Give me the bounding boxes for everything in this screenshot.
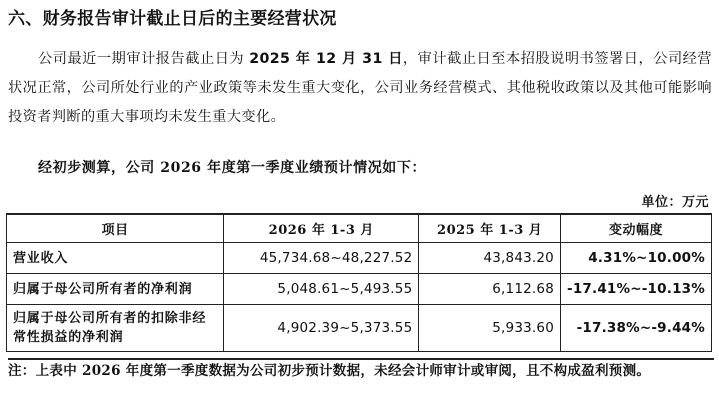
- row-item: 归属于母公司所有者的扣除非经常性损益的净利润: [7, 305, 224, 352]
- header-change: 变动幅度: [560, 214, 711, 243]
- row-change: -17.38%~-9.44%: [560, 305, 711, 352]
- section-heading: 六、财务报告审计截止日后的主要经营状况: [8, 9, 337, 29]
- header-item: 项目: [7, 214, 224, 243]
- row-q2025: 43,843.20: [419, 243, 561, 274]
- table-row: [7, 243, 712, 274]
- row-item: 归属于母公司所有者的净利润: [7, 274, 224, 305]
- row-q2025: 6,112.68: [419, 274, 561, 305]
- row-change: 4.31%~10.00%: [560, 243, 711, 274]
- table-row: [7, 305, 712, 352]
- paragraph-text-end: ，审计截止日至本招股说明书签署日，公司经营状况正常，公司所处行业的产业政策等未发生重大变化，公司业务经营模式、其他税收政策以及其他可能影响投资者判断的重大事项均未发生重大变化。: [8, 51, 712, 125]
- row-q2026: 5,048.61~5,493.55: [224, 274, 419, 305]
- row-q2026: 45,734.68~48,227.52: [224, 243, 419, 274]
- unit-label: 单位：万元: [641, 195, 709, 210]
- header-q2026: 2026 年 1-3 月: [224, 214, 419, 243]
- table-header-row: [7, 214, 712, 243]
- row-q2026: 4,902.39~5,373.55: [224, 305, 419, 352]
- header-q2025: 2025 年 1-3 月: [419, 214, 561, 243]
- table-row: [7, 274, 712, 305]
- row-item: 营业收入: [7, 243, 224, 274]
- forecast-intro: 经初步测算，公司 2026 年度第一季度业绩预计情况如下：: [38, 160, 427, 176]
- row-q2025: 5,933.60: [419, 305, 561, 352]
- forecast-table: [6, 213, 712, 352]
- table-note: 注：上表中 2026 年度第一季度数据为公司初步预计数据，未经会计师审计或审阅，且不构成盈利预测。: [8, 358, 714, 382]
- audit-date: 2025 年 12 月 31 日: [249, 51, 403, 67]
- body-paragraph: [8, 45, 712, 132]
- row-change: -17.41%~-10.13%: [560, 274, 711, 305]
- paragraph-text-start: 公司最近一期审计报告截止日为: [38, 51, 250, 67]
